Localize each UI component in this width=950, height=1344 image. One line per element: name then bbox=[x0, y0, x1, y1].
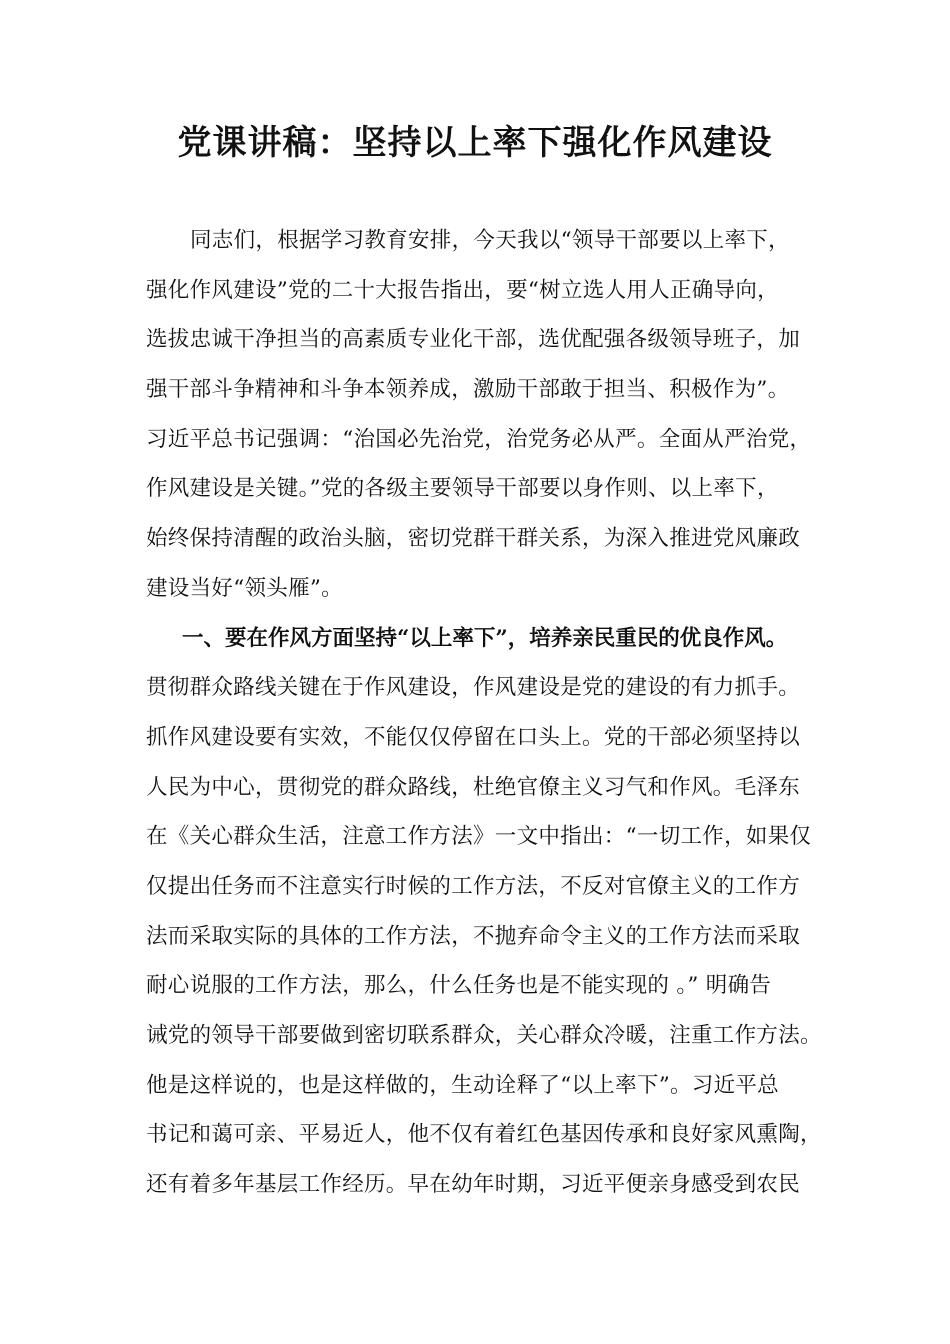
paragraph-line: 耐心说服的工作方法，那么，什么任务也是不能实现的 。” 明确告 bbox=[146, 973, 772, 999]
paragraph-line: 始终保持清醒的政治头脑，密切党群干群关系，为深入推进党风廉政 bbox=[146, 526, 801, 552]
paragraph-line: 贯彻群众路线关键在于作风建设，作风建设是党的建设的有力抓手。 bbox=[146, 675, 801, 701]
paragraph-line: 诫党的领导干部要做到密切联系群众，关心群众冷暖，注重工作方法。 bbox=[146, 1023, 822, 1048]
section-heading: 一、要在作风方面坚持“以上率下”，培养亲民重民的优良作风。 bbox=[182, 625, 788, 651]
paragraph-line: 法而采取实际的具体的工作方法，不抛弃命令主义的工作方法而采取 bbox=[146, 923, 801, 949]
document-title: 党课讲稿：坚持以上率下强化作风建设 bbox=[177, 123, 773, 163]
paragraph-line: 选拔忠诚干净担当的高素质专业化干部，选优配强各级领导班子，加 bbox=[146, 327, 801, 353]
paragraph-line: 建设当好“领头雁”。 bbox=[146, 575, 343, 601]
document-body bbox=[146, 216, 836, 1210]
paragraph-line: 人民为中心，贯彻党的群众路线，杜绝官僚主义习气和作风。毛泽东 bbox=[146, 774, 801, 800]
paragraph-line: 作风建设是关键。”党的各级主要领导干部要以身作则、以上率下， bbox=[146, 476, 779, 502]
paragraph-line: 同志们，根据学习教育安排，今天我以“领导干部要以上率下， bbox=[190, 228, 790, 253]
paragraph-line: 在《关心群众生活，注意工作方法》一文中指出：“一切工作，如果仅 bbox=[146, 824, 812, 850]
paragraph-line: 强干部斗争精神和斗争本领养成，激励干部敢于担当、积极作为”。 bbox=[146, 377, 790, 403]
paragraph-line: 他是这样说的，也是这样做的，生动诠释了“以上率下”。习近平总 bbox=[146, 1072, 779, 1098]
paragraph-line: 还有着多年基层工作经历。早在幼年时期，习近平便亲身感受到农民 bbox=[146, 1172, 801, 1198]
paragraph-line: 习近平总书记强调：“治国必先治党，治党务必从严。全面从严治党， bbox=[146, 426, 812, 452]
paragraph-line: 书记和蔼可亲、平易近人，他不仅有着红色基因传承和良好家风熏陶， bbox=[146, 1122, 822, 1148]
paragraph-line: 强化作风建设”党的二十大报告指出，要“树立选人用人正确导向， bbox=[146, 277, 779, 303]
paragraph-line: 仅提出任务而不注意实行时候的工作方法，不反对官僚主义的工作方 bbox=[146, 873, 801, 899]
paragraph-line: 抓作风建设要有实效，不能仅仅停留在口头上。党的干部必须坚持以 bbox=[146, 724, 801, 750]
